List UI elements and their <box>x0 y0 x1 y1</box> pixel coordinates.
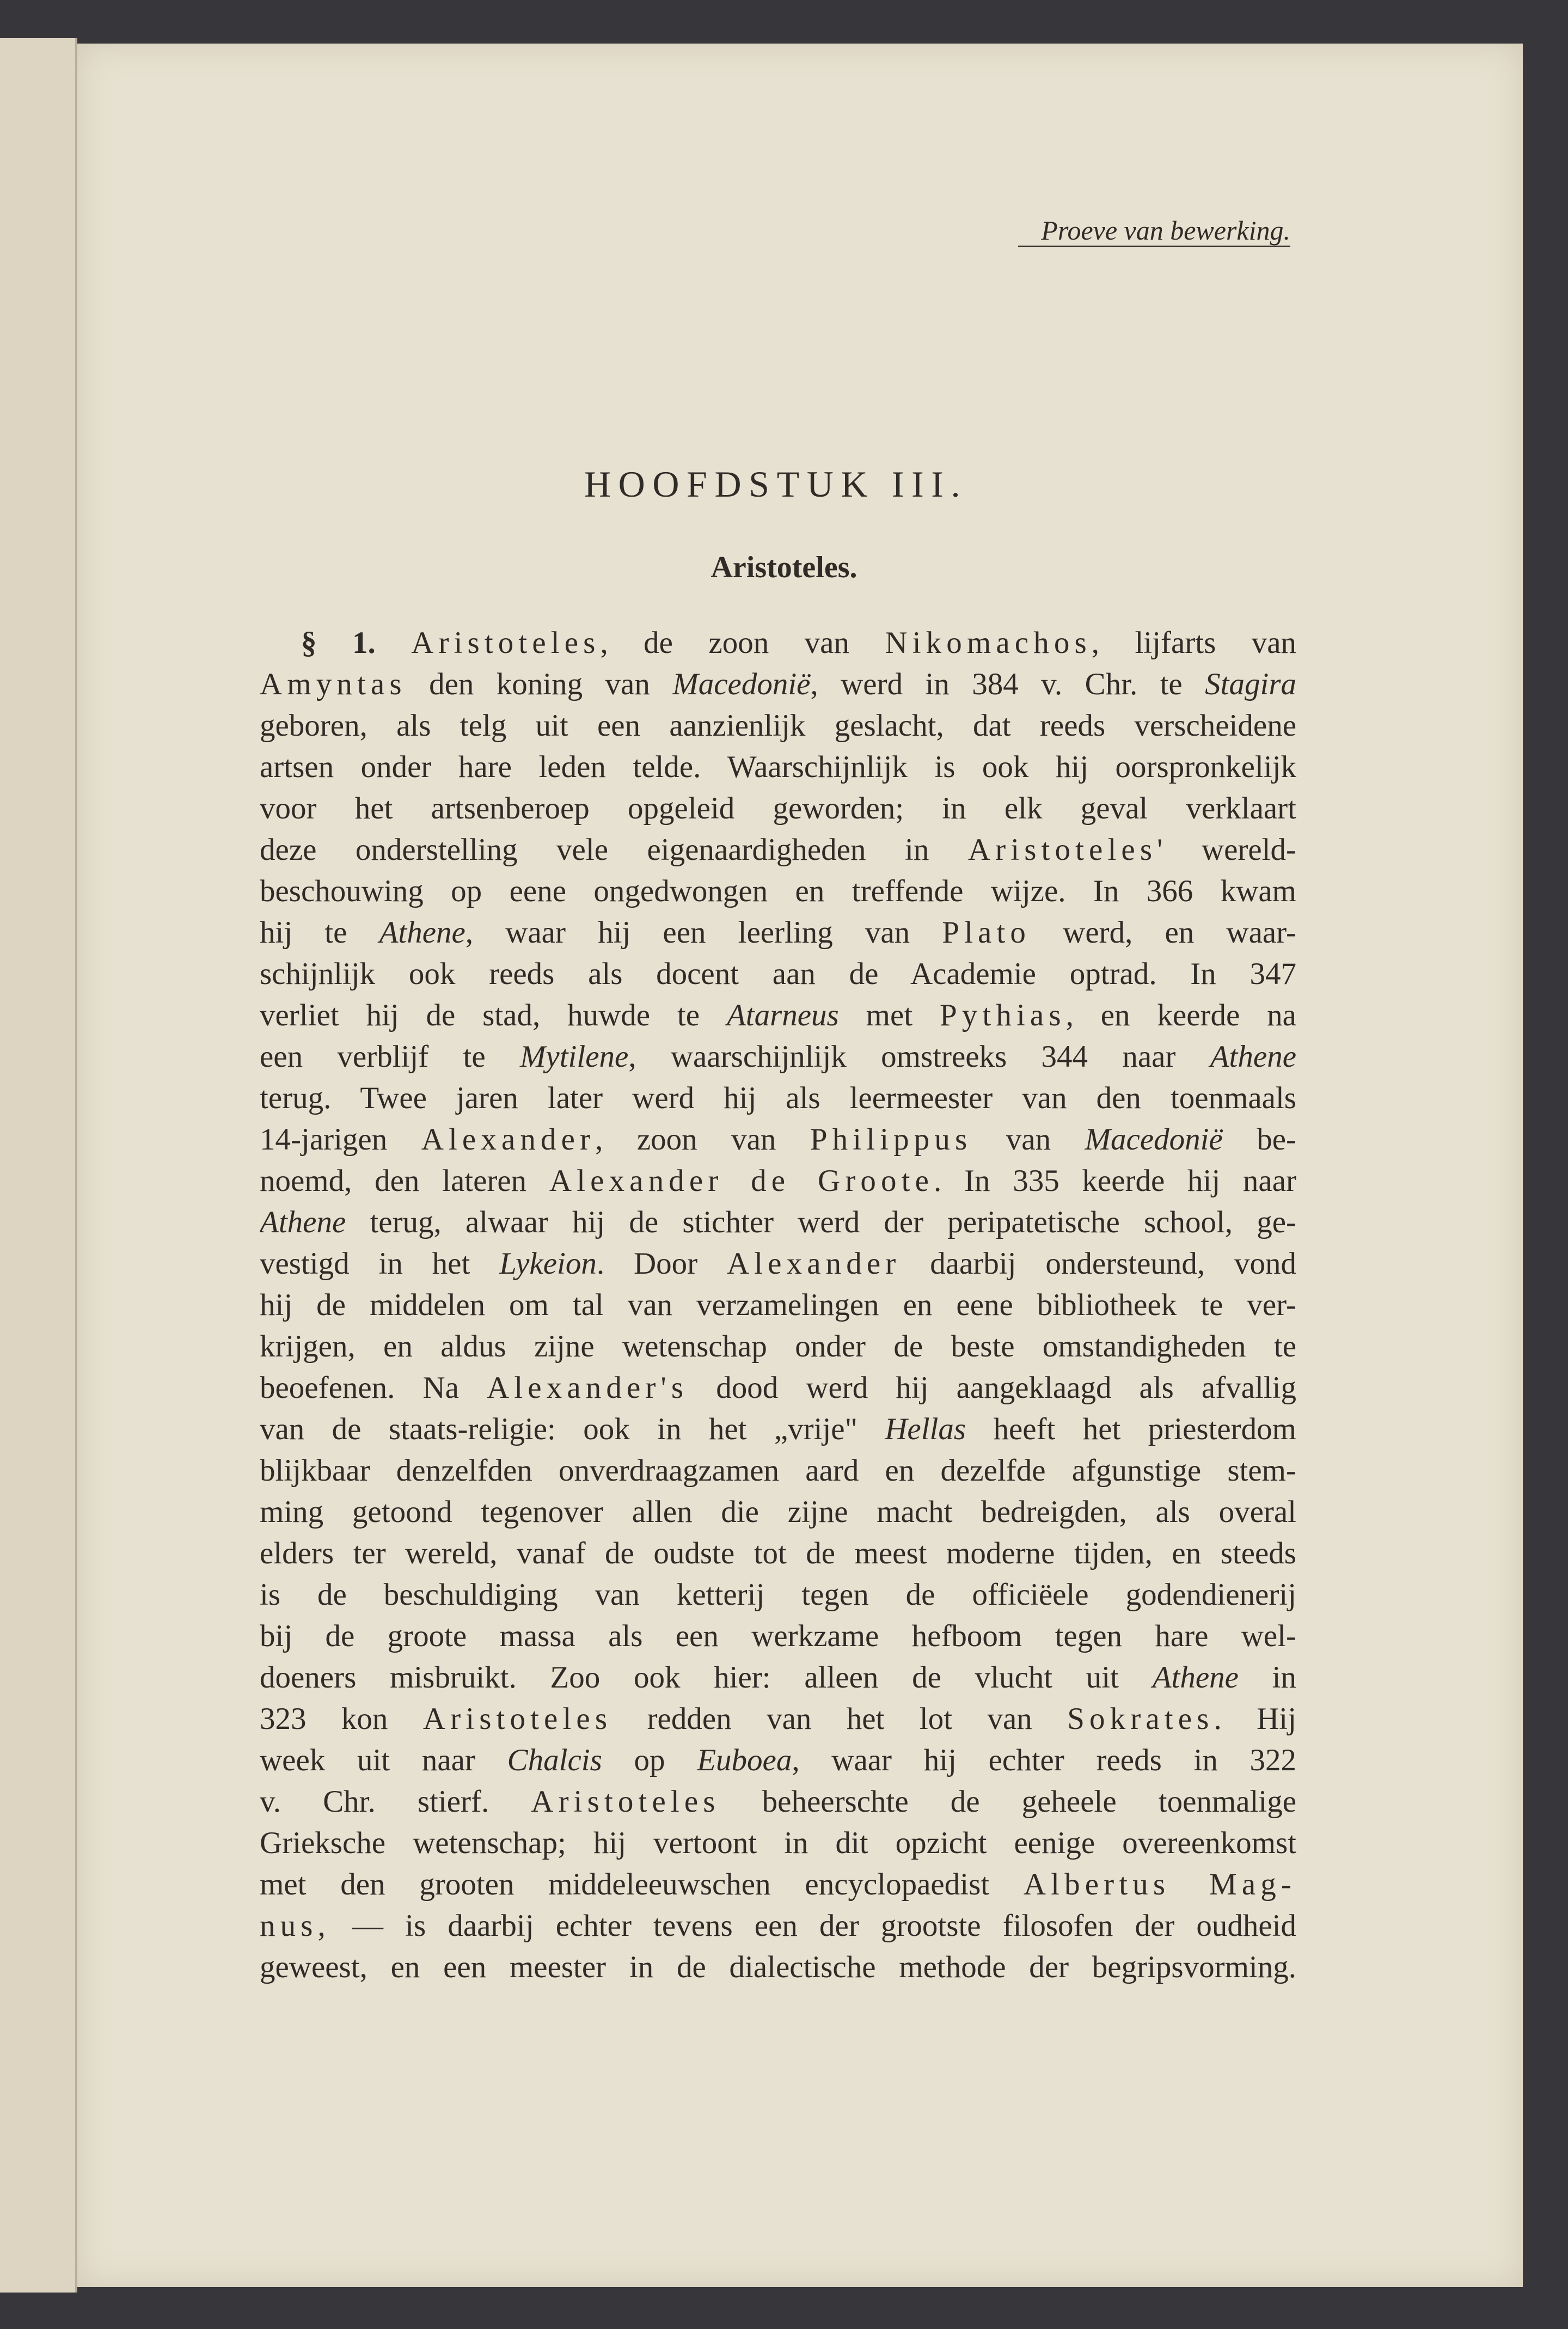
text-segment: van <box>972 1122 1085 1157</box>
text-line <box>260 1367 1296 1409</box>
text-segment: terug, alwaar hij de stichter werd der peripatetische school, ge- <box>346 1205 1296 1239</box>
text-segment: 323 kon <box>260 1702 423 1736</box>
text-line <box>260 912 1296 953</box>
text-line <box>260 664 1296 705</box>
spaced-name: Nikomachos <box>885 626 1092 660</box>
text-segment: heeft het priesterdom <box>966 1412 1296 1446</box>
spaced-name: nus, <box>260 1909 330 1943</box>
text-segment: geweest, en een meester in de dialectische methode der begripsvorming. <box>260 1950 1296 1984</box>
text-line <box>260 953 1296 995</box>
text-segment: met <box>838 998 940 1032</box>
spaced-name: Pythias <box>939 998 1066 1032</box>
text-segment: in <box>1238 1660 1296 1695</box>
text-segment: voor het artsenberoep opgeleid geworden; in elk geval verklaart <box>260 791 1296 826</box>
text-line <box>260 1491 1296 1533</box>
spaced-name: Aristoteles <box>967 833 1157 867</box>
italic-text: Euboea <box>697 1743 792 1777</box>
text-segment: op <box>602 1743 697 1777</box>
text-segment: van de staats-religie: ook in het „vrije" <box>260 1412 885 1446</box>
text-segment: doeners misbruikt. Zoo ook hier: alleen de vlucht uit <box>260 1660 1153 1695</box>
text-line <box>260 1326 1296 1367</box>
text-segment: blijkbaar denzelfden onverdraagzamen aard en dezelfde afgunstige stem- <box>260 1453 1296 1488</box>
text-segment: noemd, den lateren <box>260 1164 549 1198</box>
text-line <box>260 1781 1296 1823</box>
italic-text: Athene <box>1210 1040 1296 1074</box>
text-segment: krijgen, en aldus zijne wetenschap onder de beste omstandigheden te <box>260 1329 1296 1364</box>
text-line <box>260 995 1296 1036</box>
text-segment: , en keerde na <box>1065 998 1296 1032</box>
italic-text: Mytilene <box>519 1040 629 1074</box>
text-segment: een verblijf te <box>260 1040 520 1074</box>
italic-text: Atarneus <box>726 998 839 1032</box>
text-segment: geboren, als telg uit een aanzienlijk geslacht, dat reeds verscheidene <box>260 708 1296 743</box>
body-paragraph <box>260 622 1296 1988</box>
text-segment: , zoon van <box>595 1122 810 1157</box>
spaced-name: Aristoteles <box>411 626 601 660</box>
text-segment: terug. Twee jaren later werd hij als leermeester van den toenmaals <box>260 1081 1296 1115</box>
text-segment: beoefenen. Na <box>260 1371 487 1405</box>
text-segment: schijnlijk ook reeds als docent aan de Academie optrad. In 347 <box>260 957 1296 991</box>
text-line <box>260 1450 1296 1491</box>
text-segment: v. Chr. stierf. <box>260 1784 531 1819</box>
text-segment: be- <box>1222 1122 1296 1157</box>
text-line <box>260 1533 1296 1574</box>
text-segment: met den grooten middeleeuwschen encyclopaedist <box>260 1867 1024 1902</box>
text-line <box>260 1905 1296 1947</box>
running-head: Proeve van bewerking. <box>1018 215 1290 247</box>
spaced-name: Amyntas <box>260 667 407 701</box>
spaced-name: Aristoteles <box>531 1784 720 1819</box>
text-line <box>260 1078 1296 1119</box>
italic-text: Hellas <box>885 1412 966 1446</box>
text-line <box>260 1657 1296 1698</box>
text-line <box>260 1574 1296 1616</box>
text-line <box>260 747 1296 788</box>
text-segment: is de beschuldiging van ketterij tegen de officiëele godendienerij <box>260 1578 1296 1612</box>
spaced-name: Sokrates <box>1067 1702 1214 1736</box>
text-segment: . In 335 keerde hij naar <box>934 1164 1296 1198</box>
text-line <box>260 1160 1296 1202</box>
chapter-heading-text: HOOFDSTUK III. <box>584 463 968 505</box>
spaced-name: Aristoteles <box>422 1702 612 1736</box>
text-line <box>260 1285 1296 1326</box>
spaced-name: Alexander <box>726 1246 901 1281</box>
text-segment: ming getoond tegenover allen die zijne macht bedreigden, als overal <box>260 1495 1296 1529</box>
text-segment: hij de middelen om tal van verzamelingen en eene bibliotheek te ver- <box>260 1288 1296 1322</box>
text-segment: ' wereld- <box>1157 833 1296 867</box>
text-segment: , waar hij echter reeds in 322 <box>792 1743 1296 1777</box>
text-line <box>260 1698 1296 1740</box>
text-segment: , waarschijnlijk omstreeks 344 naar <box>628 1040 1210 1074</box>
spaced-name: Plato <box>942 915 1031 950</box>
italic-text: Athene <box>379 915 465 950</box>
text-segment: , de zoon van <box>600 626 885 660</box>
text-line <box>260 622 1296 664</box>
text-segment: . Hij <box>1214 1702 1296 1736</box>
text-line <box>260 705 1296 747</box>
spaced-name: Alexander <box>421 1122 596 1157</box>
text-line <box>260 1864 1296 1905</box>
text-segment: , waar hij een leerling van <box>465 915 942 950</box>
text-line <box>260 829 1296 871</box>
spaced-name: Alexander de Groote <box>549 1164 934 1198</box>
italic-text: Macedonië <box>1085 1122 1223 1157</box>
text-segment: , werd in 384 v. Chr. te <box>810 667 1205 701</box>
spaced-name: Albertus Mag- <box>1023 1867 1296 1902</box>
text-line <box>260 871 1296 912</box>
text-segment: , lijfarts van <box>1091 626 1296 660</box>
text-segment: hij te <box>260 915 379 950</box>
text-segment: werd, en waar- <box>1031 915 1296 950</box>
text-segment: dood werd hij aangeklaagd als afvallig <box>688 1371 1296 1405</box>
text-segment: . Door <box>596 1246 727 1281</box>
text-segment: artsen onder hare leden telde. Waarschijnlijk is ook hij oorspronkelijk <box>260 750 1296 784</box>
text-line <box>260 1409 1296 1450</box>
text-segment: redden van het lot van <box>612 1702 1068 1736</box>
text-segment: deze onderstelling vele eigenaardigheden in <box>260 833 968 867</box>
text-segment <box>376 626 411 660</box>
text-segment: — is daarbij echter tevens een der grootste filosofen der oudheid <box>330 1909 1296 1943</box>
text-line <box>260 1243 1296 1285</box>
italic-text: Chalcis <box>507 1743 602 1777</box>
text-segment: daarbij ondersteund, vond <box>901 1246 1296 1281</box>
spaced-name: Alexander's <box>487 1371 689 1405</box>
italic-text: Athene <box>260 1205 346 1239</box>
italic-text: Lykeion <box>499 1246 597 1281</box>
text-segment: 14-jarigen <box>260 1122 421 1157</box>
italic-text: Stagira <box>1205 667 1296 701</box>
text-line <box>260 1202 1296 1243</box>
text-line <box>260 1036 1296 1078</box>
text-segment: verliet hij de stad, huwde te <box>260 998 727 1032</box>
spaced-name: Philippus <box>810 1122 972 1157</box>
section-number: § 1. <box>301 626 376 660</box>
text-line <box>260 1947 1296 1988</box>
italic-text: Athene <box>1152 1660 1239 1695</box>
italic-text: Macedonië <box>672 667 811 701</box>
facing-page-edge <box>0 38 77 2293</box>
chapter-heading <box>0 463 1568 506</box>
text-segment: elders ter wereld, vanaf de oudste tot de meest moderne tijden, en steeds <box>260 1536 1296 1570</box>
text-line <box>260 1740 1296 1781</box>
text-line <box>260 1616 1296 1657</box>
text-segment: beschouwing op eene ongedwongen en treffende wijze. In 366 kwam <box>260 874 1296 908</box>
text-line <box>260 788 1296 829</box>
text-line <box>260 1823 1296 1864</box>
text-segment: beheerschte de geheele toenmalige <box>720 1784 1296 1819</box>
text-segment: bij de groote massa als een werkzame hefboom tegen hare wel- <box>260 1619 1296 1653</box>
text-line <box>260 1119 1296 1160</box>
text-segment: Grieksche wetenschap; hij vertoont in dit opzicht eenige overeenkomst <box>260 1826 1296 1860</box>
text-segment: week uit naar <box>260 1743 507 1777</box>
section-title: Aristoteles. <box>710 551 857 584</box>
text-segment: den koning van <box>406 667 673 701</box>
text-segment: vestigd in het <box>260 1246 500 1281</box>
